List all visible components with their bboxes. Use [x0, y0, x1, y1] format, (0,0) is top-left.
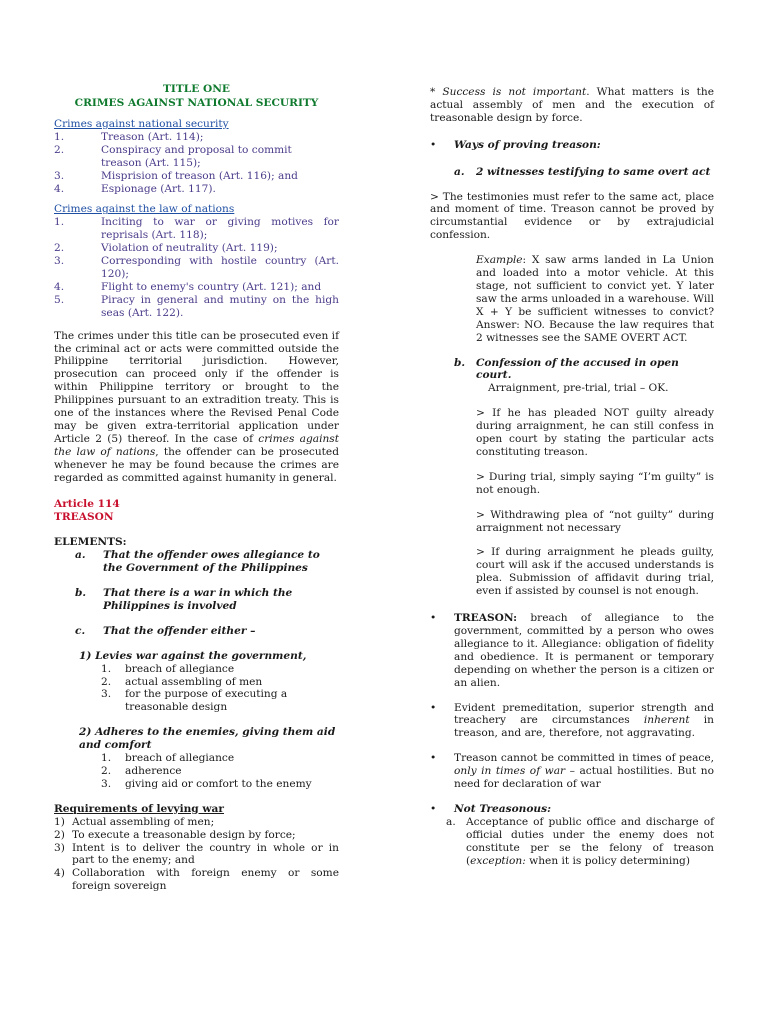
bullet-evident-premeditation: • Evident premeditation, superior strength and treachery are circumstances inherent in treason, and are, therefore, not aggravating. [430, 701, 714, 740]
list-item: treason (Art. 115); [101, 156, 201, 169]
bullet-icon: • [430, 612, 437, 625]
intro-paragraph: The crimes under this title can be prosecuted even if the criminal act or acts were committed outside the Philippine territorial jurisdiction. However, prosecution can proceed only if the offender is within Philippine territory or brought to the Philippines pursuant to an extradition treaty. This is one of the instances where the Revised Penal Code may be given extra-territorial application under Article 2 (5) thereof. In the case of crimes against the law of nations, the offender can be prosecuted whenever he may be found because the crimes are regarded as committed against humanity in general. [54, 329, 340, 484]
heading-law-of-nations: Crimes against the law of nations [54, 203, 235, 216]
way-a: a. 2 witnesses testifying to same overt act [454, 165, 711, 178]
title-one: TITLE ONE [163, 83, 230, 95]
treason-heading: TREASON [54, 511, 114, 524]
list-item: 2) To execute a treasonable design by force; [54, 828, 296, 841]
law-of-nations-list [54, 216, 339, 319]
list-item: 3. for the purpose of executing a treasonable design [101, 688, 288, 714]
list-item: 2. Violation of neutrality (Art. 119); [54, 242, 278, 255]
list-item: 2. adherence [101, 764, 182, 777]
right-column [430, 86, 714, 868]
bullet-treason-definition: • TREASON: breach of allegiance to the government, committed by a person who owes allegiance to it. Allegiance: obligation of fidelity and obedience. It is permanent or temporary depending on whether the person is a citizen or an alien. [430, 612, 714, 689]
list-item: 1. Treason (Art. 114); [54, 130, 204, 143]
list-item: 3) Intent is to deliver the country in whole or in part to the enemy; and [54, 841, 339, 867]
bullet-icon: • [430, 752, 437, 765]
adheres-heading: 2) Adheres to the enemies, giving them aid and comfort [79, 726, 336, 752]
confession-note: > During trial, simply saying “I’m guilty” is not enough. [476, 470, 714, 496]
element-item: b. That there is a war in which the Philippines is involved [75, 587, 293, 612]
bullet-not-treasonous: • Not Treasonous: [430, 802, 552, 815]
list-item: 1) Actual assembling of men; [54, 815, 215, 828]
list-item: 1. breach of allegiance [101, 752, 235, 765]
list-item: 4. Espionage (Art. 117). [54, 182, 216, 195]
levies-war-heading: 1) Levies war against the government, [79, 649, 307, 662]
list-item: 2. actual assembling of men [101, 675, 263, 688]
way-b: b. Confession of the accused in open court. [454, 356, 679, 382]
bullet-icon: • [430, 138, 437, 151]
requirements-heading: Requirements of levying war [54, 802, 224, 815]
bullet-times-of-peace: • Treason cannot be committed in times of peace, only in times of war – actual hostilities. But no need for declaration of war [430, 752, 714, 791]
adheres-list [54, 752, 339, 791]
bullet-icon: • [430, 802, 437, 815]
confession-note: > If he has pleaded NOT guilty already during arraignment, he can still confess in open court by stating the particular acts constituting treason. [476, 407, 714, 458]
bullet-icon: • [430, 701, 437, 714]
testimonies-note: > The testimonies must refer to the same act, place and moment of time. Treason cannot be proved by circumstantial evidence or by extrajudicial confession. [430, 190, 714, 242]
confession-note: > Withdrawing plea of “not guilty” during arraignment not necessary [476, 508, 714, 534]
list-item: 4) Collaboration with foreign enemy or some foreign sovereign [54, 867, 339, 893]
national-security-list [54, 131, 339, 196]
list-item: 3. giving aid or comfort to the enemy [101, 777, 312, 790]
heading-national-security: Crimes against national security [54, 118, 229, 130]
element-item: c. That the offender either – [75, 624, 256, 637]
success-note: * Success is not important. What matters is the actual assembly of men and the execution of treasonable design by force. [430, 86, 714, 124]
levies-war-list [54, 663, 339, 715]
list-item: 2. Conspiracy and proposal to commit [54, 143, 292, 156]
confession-note: > If during arraignment he pleads guilty, court will ask if the accused understands is plea. Submission of affidavit during trial, even if assisted by counsel is not enough. [476, 546, 714, 598]
list-item: 5. Piracy in general and mutiny on the high seas (Art. 122). [54, 293, 339, 319]
example-paragraph: Example: X saw arms landed in La Union and loaded into a motor vehicle. At this stage, not sufficient to convict yet. Y later saw the arms unloaded in a warehouse. Will X + Y be sufficient witnesses to convict? Answer: NO. Because the law requires that 2 witnesses see the SAME OVERT ACT. [476, 254, 714, 344]
title-crimes-national-security: CRIMES AGAINST NATIONAL SECURITY [74, 97, 319, 109]
element-item: a. That the offender owes allegiance to the Government of the Philippines [75, 549, 320, 575]
arraignment-note: Arraignment, pre-trial, trial – OK. [488, 382, 669, 395]
list-item: 4. Flight to enemy's country (Art. 121); and [54, 280, 322, 293]
list-item: 3. Misprision of treason (Art. 116); and [54, 169, 298, 182]
list-item: 3. Corresponding with hostile country (Art. 120); [54, 255, 339, 280]
not-treasonous-item: a. Acceptance of public office and discharge of official duties under the enemy does not constitute per se the felony of treason (exception: when it is policy determining) [446, 815, 714, 867]
list-item: 1. Inciting to war or giving motives for reprisals (Art. 118); [54, 216, 339, 242]
left-column [54, 82, 339, 893]
list-item: 1. breach of allegiance [101, 662, 235, 675]
bullet-ways-of-proving: • Ways of proving treason: [430, 138, 601, 151]
article-114-label: Article 114 [54, 498, 120, 511]
elements-heading: ELEMENTS: [54, 536, 127, 549]
requirements-list [54, 816, 339, 893]
